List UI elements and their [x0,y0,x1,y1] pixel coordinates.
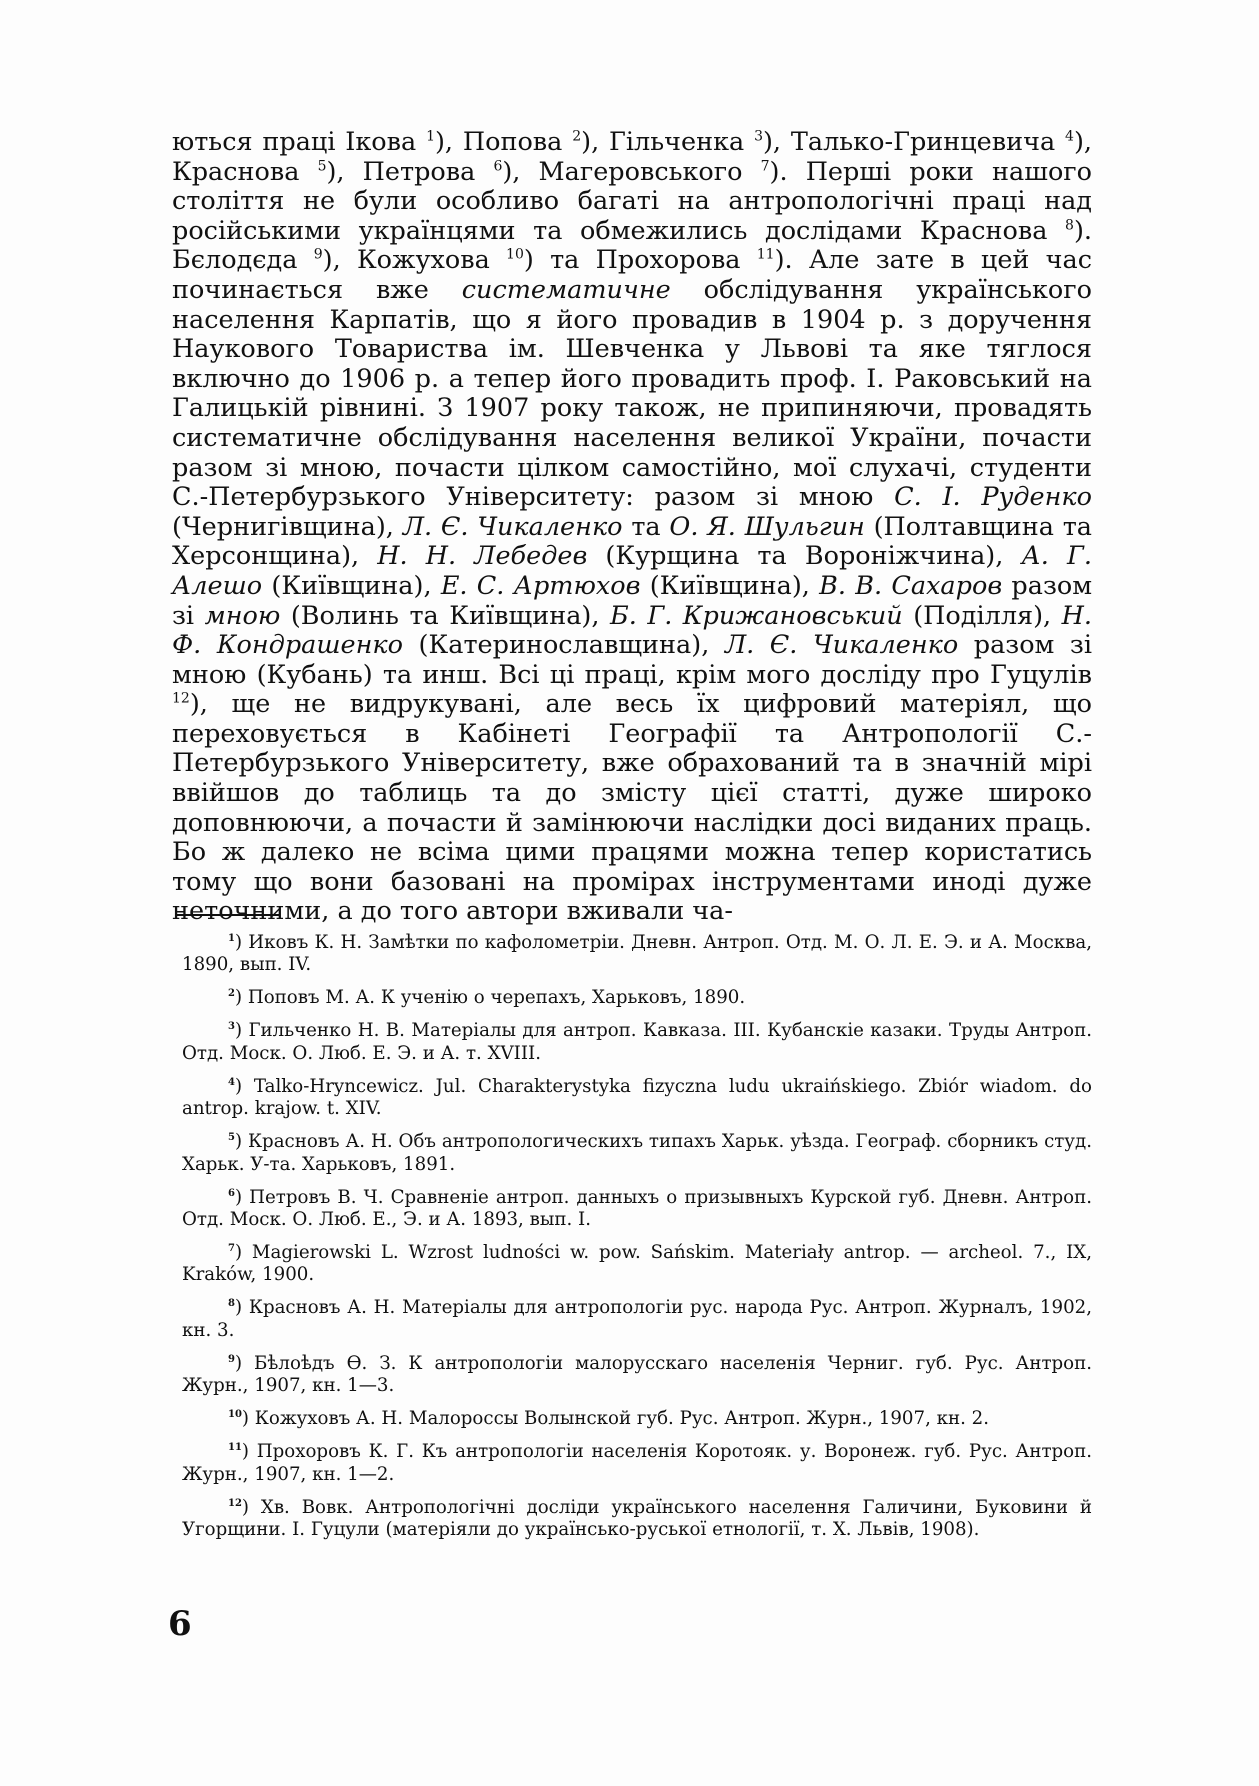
footnote-ref[interactable]: 9 [313,246,323,263]
footnote-12 [182,1497,1092,1542]
footnote-text: ) Хв. Вовк. Антропологічні досліди українського населення Галичини, Буковини й Угорщини. I. Гуцули (матеріяли до українсько-руської етнології, т. X. Львів, 1908). [182,1496,1092,1541]
footnote-ref[interactable]: 8 [1065,217,1074,234]
footnote-number: 8 [228,1298,235,1310]
footnote-ref[interactable]: 12 [172,690,190,707]
footnote-text: ) Magierowski L. Wzrost ludności w. pow. Sańskim. Materiały antrop. — archeol. 7., IX, Kraków, 1900. [182,1242,1092,1286]
footnote-ref[interactable]: 1 [426,128,435,145]
footnote-5 [182,1131,1092,1176]
text-run: обслідування українського населення Карпатів, що я його провадив в 1904 р. з доручення Наукового Товариства ім. Шевченка у Львові та яке тяглося включно до 1906 р. а тепер його провадить проф. І. Раковський на Галицькій рівнині. З 1907 року також, не припиняючи, провадять систематичне обслідування населення великої України, почасти разом зі мною, почасти цілком самостійно, мої слухачі, студенти С.-Петербурзького Університету: разом зі мною [172,274,1092,513]
text-run: разом зі [172,570,1093,631]
footnote-number: 9 [228,1353,235,1365]
text-run: ). Перші роки нашого століття не були особливо багаті на антропологічні праці над російськими українцями та обмежились дослідами Краснова [172,156,1093,246]
footnote-text: ) Петровъ В. Ч. Сравненіе антроп. данныхъ о призывныхъ Курской губ. Дневн. Антроп. Отд. Моск. О. Люб. Е., Э. и А. 1893, вып. I. [182,1186,1092,1231]
main-paragraph [172,128,1092,927]
footnote-4 [182,1076,1092,1121]
footnote-ref[interactable]: 3 [754,128,763,145]
person-name: Б. Г. Крижановський [609,600,903,631]
footnote-text: ) Кожуховъ А. Н. Малороссы Волынской губ. Рус. Антроп. Журн., 1907, кн. 2. [241,1408,990,1430]
footnote-7 [182,1242,1092,1287]
text-run: (Курщина та Вороніжчина), [587,541,1022,572]
footnote-number: 6 [228,1187,235,1199]
footnote-text: ) Иковъ К. Н. Замѣтки по кафолометріи. Дневн. Антроп. Отд. М. О. Л. Е. Э. и А. Москва, 1890, вып. IV. [182,932,1092,976]
text-run: ), Талько-Гринцевича [762,127,1066,157]
text-run: (Полтавщина та Херсонщина), [172,511,1093,572]
footnote-ref[interactable]: 5 [317,158,327,175]
text-run: (Київщина), [640,570,820,601]
page-number: 6 [168,1604,192,1644]
text-run: (Катеринославщина), [403,630,725,661]
text-run: (Чернигівщина), [172,511,403,542]
footnotes [182,932,1092,1552]
footnote-9 [182,1353,1092,1398]
person-name: Л. Є. Чикаленко [402,511,623,542]
footnote-ref[interactable]: 4 [1065,128,1074,145]
footnote-ref[interactable]: 7 [760,158,770,175]
person-name: В. В. Сахаров [819,570,1003,601]
person-name: Н. Н. Лебедев [377,541,588,572]
italic-term: мною [204,600,281,631]
text-run: ), Магеровського [502,156,761,187]
footnote-number: 1 [228,932,235,944]
text-run: (Поділля), [902,600,1062,631]
footnote-11 [182,1441,1092,1486]
footnote-number: 12 [228,1497,242,1509]
text-run: ), ще не видрукувані, але весь їх цифровий матеріял, що переховується в Кабінеті Географії та Антропології С.-Петербурзького Університету, вже обрахований та в значній мірі ввійшов до таблиць та до змісту цієї статті, дуже широко доповнюючи, а почасти й замінюючи наслідки досі виданих праць. Бо ж далеко не всіма цими працями можна тепер користатись тому що вони базовані на промірах інструментами иноді дуже неточними, а до того автори вживали ча- [172,689,1092,927]
footnote-number: 2 [228,988,235,1000]
footnote-ref[interactable]: 11 [756,246,775,263]
footnote-number: 11 [228,1442,242,1454]
text-run: ), Попова [434,127,573,157]
footnote-text: ) Красновъ А. Н. Объ антропологическихъ типахъ Харьк. уѣзда. Географ. сборникъ студ. Харьк. У-та. Харьковъ, 1891. [182,1131,1092,1175]
text-run: ). Але зате в цей час починається вже [172,245,1092,305]
footnote-text: ) Красновъ А. Н. Матеріалы для антропологіи рус. народа Рус. Антроп. Журналъ, 1902, кн. 3. [182,1297,1092,1341]
footnote-number: 3 [228,1021,235,1033]
text-run: (Київщина), [262,570,441,601]
text-run: (Волинь та Київщина), [280,600,610,631]
person-name: О. Я. Шульгин [669,511,865,542]
footnote-number: 4 [228,1076,235,1088]
footnote-divider [176,914,280,916]
footnote-10 [182,1408,1092,1430]
footnote-text: ) Прохоровъ К. Г. Къ антропологіи населенія Коротояк. у. Воронеж. губ. Рус. Антроп. Журн., 1907, кн. 1—2. [182,1441,1092,1485]
person-name: Л. Є. Чикаленко [724,630,959,661]
person-name: С. І. Руденко [894,482,1092,513]
text-run: разом зі мною (Кубань) та инш. Всі ці праці, крім мого досліду про Гуцулів [172,630,1092,690]
text-run: ), Петрова [326,156,494,187]
footnote-text: ) Бѣлоѣдъ Ѳ. З. К антропологіи малорусскаго населенія Черниг. губ. Рус. Антроп. Журн., 1907, кн. 1—3. [182,1352,1092,1397]
person-name: А. Г. Алешо [172,541,1092,601]
footnote-ref[interactable]: 6 [493,158,503,175]
text-run: ), Краснова [172,127,1092,187]
footnote-text: ) Поповъ М. А. К ученію о черепахъ, Харьковъ, 1890. [234,987,746,1009]
text-run: ються праці Ікова [172,127,427,157]
footnote-ref[interactable]: 2 [572,128,582,145]
footnote-6 [182,1187,1092,1232]
person-name: Н. Ф. Кондрашенко [172,600,1093,661]
footnote-2 [182,987,1092,1009]
text-run: ), Кожухова [322,245,507,276]
footnote-number: 10 [228,1409,242,1421]
footnote-3 [182,1020,1092,1065]
person-name: Е. С. Артюхов [440,570,641,601]
italic-term: систематичне [461,274,671,305]
text-run: ). Бєлодєда [172,215,1092,276]
footnote-text: ) Talko-Hryncewicz. Jul. Charakterystyka fizyczna ludu ukraińskiego. Zbiór wiadom. do antrop. krajow. t. XIV. [182,1075,1092,1120]
footnote-1 [182,932,1092,977]
text-run: ) та Прохорова [523,245,757,276]
footnote-8 [182,1297,1092,1342]
footnote-text: ) Гильченко Н. В. Матеріалы для антроп. Кавказа. III. Кубанскіе казаки. Труды Антроп. Отд. Моск. О. Люб. Е. Э. и А. т. XVIII. [182,1020,1092,1064]
footnote-ref[interactable]: 10 [506,246,524,263]
footnote-number: 5 [228,1132,235,1144]
text-run: та [622,511,670,542]
text-run: ), Гільченка [581,127,755,157]
footnote-number: 7 [228,1242,235,1254]
